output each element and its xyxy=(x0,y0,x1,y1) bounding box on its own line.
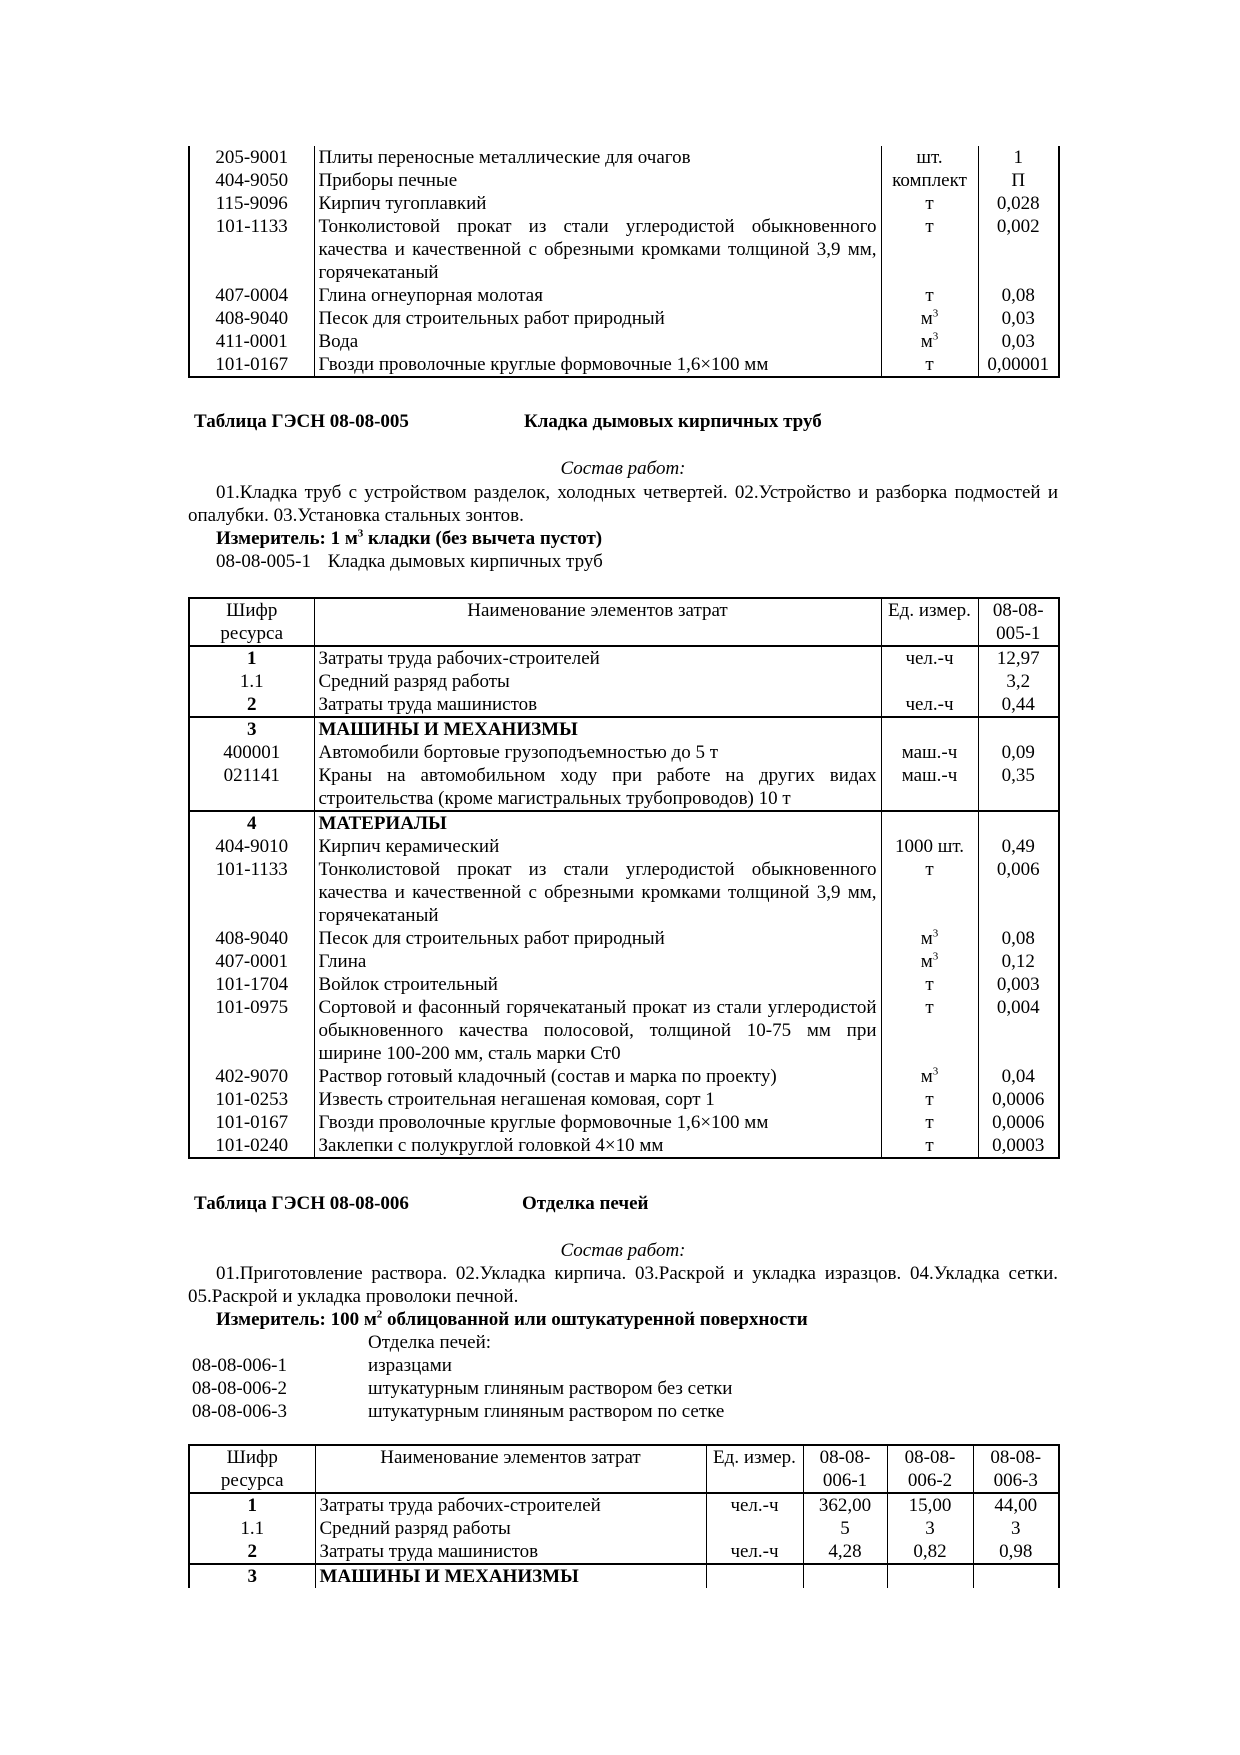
value-cell: 44,00 xyxy=(973,1493,1059,1517)
table-006-wrap xyxy=(188,1444,1058,1588)
table-row xyxy=(189,927,1059,950)
unit-cell xyxy=(881,670,978,693)
value-cell: 0,35 xyxy=(978,764,1059,811)
resource-name: МАШИНЫ И МЕХАНИЗМЫ xyxy=(314,717,881,741)
norm-006-3-name: штукатурным глиняным раствором по сетке xyxy=(368,1401,725,1422)
resource-code: 1.1 xyxy=(189,670,314,693)
resource-name: Затраты труда рабочих-строителей xyxy=(314,646,881,670)
resource-code: 408-9040 xyxy=(189,307,314,330)
unit-cell: $м^3$ xyxy=(881,330,978,353)
resource-code: 411-0001 xyxy=(189,330,314,353)
value-cell: 0,03 xyxy=(978,307,1059,330)
meter-005 xyxy=(216,527,602,550)
resource-name: МАТЕРИАЛЫ xyxy=(314,811,881,835)
table-005-wrap xyxy=(188,597,1058,1159)
header-col2: 08-08-006-2 xyxy=(887,1445,973,1493)
resource-code: 2 xyxy=(189,693,314,717)
value-cell: 0,004 xyxy=(978,996,1059,1065)
unit-cell: т xyxy=(881,215,978,284)
resource-name: Известь строительная негашеная комовая, сорт 1 xyxy=(314,1088,881,1111)
header-code: Шифр ресурса xyxy=(189,598,314,646)
resource-name: Вода xyxy=(314,330,881,353)
resource-code: 404-9010 xyxy=(189,835,314,858)
unit-cell: чел.-ч xyxy=(706,1493,803,1517)
norm-006-group: Отделка печей: xyxy=(368,1332,492,1353)
resource-code: 101-0167 xyxy=(189,353,314,377)
value-cell: 3,2 xyxy=(978,670,1059,693)
value-cell: 0,028 xyxy=(978,192,1059,215)
resource-code: 3 xyxy=(189,717,314,741)
resource-name: Глина огнеупорная молотая xyxy=(314,284,881,307)
resource-name: Затраты труда рабочих-строителей xyxy=(315,1493,706,1517)
resource-name: Тонколистовой прокат из стали углеродистой обыкновенного качества и качественной с обрезными кромками толщиной 3,9 мм, горячекатаный xyxy=(314,215,881,284)
resource-code: 3 xyxy=(189,1564,315,1588)
resource-name: Затраты труда машинистов xyxy=(315,1540,706,1564)
resource-code: 408-9040 xyxy=(189,927,314,950)
table-row xyxy=(189,330,1059,353)
value-cell: 0,98 xyxy=(973,1540,1059,1564)
value-cell: 0,003 xyxy=(978,973,1059,996)
resource-code: 101-1133 xyxy=(189,215,314,284)
resource-code: 101-1133 xyxy=(189,858,314,927)
table-006-header-row xyxy=(189,1445,1059,1493)
table-005-title: Кладка дымовых кирпичных труб xyxy=(524,411,822,432)
table-row xyxy=(189,307,1059,330)
table-row xyxy=(189,1493,1059,1517)
table-row xyxy=(189,1065,1059,1088)
value-cell xyxy=(978,717,1059,741)
resource-name: МАШИНЫ И МЕХАНИЗМЫ xyxy=(315,1564,706,1588)
header-unit: Ед. измер. xyxy=(706,1445,803,1493)
resource-name: Войлок строительный xyxy=(314,973,881,996)
work-composition-title-006: Состав работ: xyxy=(560,1240,686,1261)
header-name: Наименование элементов затрат xyxy=(314,598,881,646)
table-row xyxy=(189,1134,1059,1158)
value-cell: 0,03 xyxy=(978,330,1059,353)
resource-name: Краны на автомобильном ходу при работе на других видах строительства (кроме магистральных трубопроводов) 10 т xyxy=(314,764,881,811)
resource-code: 407-0001 xyxy=(189,950,314,973)
resource-code: 101-0975 xyxy=(189,996,314,1065)
table-row xyxy=(189,1111,1059,1134)
resource-name: Глина xyxy=(314,950,881,973)
table-row xyxy=(189,996,1059,1065)
resource-code: 2 xyxy=(189,1540,315,1564)
table-006 xyxy=(188,1444,1060,1588)
resource-name: Сортовой и фасонный горячекатаный прокат из стали углеродистой обыкновенного качества полосовой, толщиной 10-75 мм при ширине 100-200 мм, сталь марки Ст0 xyxy=(314,996,881,1065)
norm-006-1-name: изразцами xyxy=(368,1355,452,1376)
table-row xyxy=(189,353,1059,377)
value-cell: 0,006 xyxy=(978,858,1059,927)
resource-name: Средний разряд работы xyxy=(315,1517,706,1540)
header-name: Наименование элементов затрат xyxy=(315,1445,706,1493)
table-row xyxy=(189,670,1059,693)
value-cell: 4,28 xyxy=(803,1540,887,1564)
value-cell: 0,0003 xyxy=(978,1134,1059,1158)
norm-005-line xyxy=(216,550,603,573)
value-cell: 0,04 xyxy=(978,1065,1059,1088)
unit-cell: чел.-ч xyxy=(706,1540,803,1564)
unit-cell: т xyxy=(881,973,978,996)
resource-code: 021141 xyxy=(189,764,314,811)
table-005-heading xyxy=(194,410,822,433)
value-cell: 0,82 xyxy=(887,1540,973,1564)
table-row xyxy=(189,146,1059,169)
table-row xyxy=(189,1540,1059,1564)
resource-name: Раствор готовый кладочный (состав и марка по проекту) xyxy=(314,1065,881,1088)
value-cell xyxy=(978,811,1059,835)
resource-name: Кирпич тугоплавкий xyxy=(314,192,881,215)
resource-code: 1.1 xyxy=(189,1517,315,1540)
header-col1: 08-08-006-1 xyxy=(803,1445,887,1493)
work-composition-text-006: 01.Приготовление раствора. 02.Укладка кирпича. 03.Раскрой и укладка изразцов. 04.Укладка сетки. 05.Раскрой и укладка проволоки печной. xyxy=(188,1263,1058,1307)
resource-code: 101-0240 xyxy=(189,1134,314,1158)
unit-cell: шт. xyxy=(881,146,978,169)
table-row xyxy=(189,741,1059,764)
table-row xyxy=(189,284,1059,307)
resource-name: Тонколистовой прокат из стали углеродистой обыкновенного качества и качественной с обрезными кромками толщиной 3,9 мм, горячекатаный xyxy=(314,858,881,927)
value-cell: 15,00 xyxy=(887,1493,973,1517)
unit-cell: т xyxy=(881,1088,978,1111)
unit-cell xyxy=(706,1517,803,1540)
table-row xyxy=(189,858,1059,927)
top-resource-table xyxy=(188,146,1060,378)
resource-name: Приборы печные xyxy=(314,169,881,192)
value-cell: 0,0006 xyxy=(978,1111,1059,1134)
table-row xyxy=(189,192,1059,215)
table-006-heading xyxy=(194,1192,649,1215)
unit-cell xyxy=(706,1564,803,1588)
table-row xyxy=(189,1564,1059,1588)
norm-005-code: 08-08-005-1 xyxy=(216,551,311,572)
table-row xyxy=(189,764,1059,811)
unit-cell xyxy=(881,811,978,835)
resource-code: 400001 xyxy=(189,741,314,764)
value-cell: П xyxy=(978,169,1059,192)
meter-006-sup: 2 xyxy=(376,1308,383,1321)
value-cell xyxy=(973,1564,1059,1588)
norm-006-2-name: штукатурным глиняным раствором без сетки xyxy=(368,1378,733,1399)
resource-code: 407-0004 xyxy=(189,284,314,307)
unit-cell: $м^3$ xyxy=(881,307,978,330)
value-cell: 1 xyxy=(978,146,1059,169)
unit-cell: чел.-ч xyxy=(881,693,978,717)
meter-005-sup: 3 xyxy=(357,527,364,540)
header-col1: 08-08-005-1 xyxy=(978,598,1059,646)
value-cell: 0,12 xyxy=(978,950,1059,973)
unit-cell: 1000 шт. xyxy=(881,835,978,858)
header-code: Шифр ресурса xyxy=(189,1445,315,1493)
value-cell: 0,44 xyxy=(978,693,1059,717)
table-005-code: Таблица ГЭСН 08-08-005 xyxy=(194,411,409,432)
table-006-title: Отделка печей xyxy=(522,1193,649,1214)
meter-006 xyxy=(216,1308,808,1331)
unit-cell: $м^3$ xyxy=(881,927,978,950)
value-cell: 0,002 xyxy=(978,215,1059,284)
resource-code: 101-0167 xyxy=(189,1111,314,1134)
unit-cell: т xyxy=(881,1134,978,1158)
resource-code: 1 xyxy=(189,646,314,670)
unit-cell: комплект xyxy=(881,169,978,192)
table-row xyxy=(189,1517,1059,1540)
resource-code: 101-1704 xyxy=(189,973,314,996)
resource-code: 115-9096 xyxy=(189,192,314,215)
value-cell: 3 xyxy=(973,1517,1059,1540)
top-table-wrap xyxy=(188,146,1058,378)
table-row xyxy=(189,950,1059,973)
unit-cell: т xyxy=(881,353,978,377)
table-row xyxy=(189,717,1059,741)
table-row xyxy=(189,693,1059,717)
header-unit: Ед. измер. xyxy=(881,598,978,646)
meter-005-a: Измеритель: 1 м xyxy=(216,528,358,549)
unit-cell: т xyxy=(881,996,978,1065)
unit-cell xyxy=(881,717,978,741)
resource-name: Затраты труда машинистов xyxy=(314,693,881,717)
value-cell: 5 xyxy=(803,1517,887,1540)
resource-name: Гвозди проволочные круглые формовочные 1,6×100 мм xyxy=(314,1111,881,1134)
resource-name: Заклепки с полукруглой головкой 4×10 мм xyxy=(314,1134,881,1158)
value-cell xyxy=(887,1564,973,1588)
norm-005-name: Кладка дымовых кирпичных труб xyxy=(327,551,603,572)
resource-code: 1 xyxy=(189,1493,315,1517)
norm-006-3-code: 08-08-006-3 xyxy=(192,1401,287,1422)
meter-006-b: облицованной или оштукатуренной поверхности xyxy=(382,1309,808,1330)
unit-cell: $м^3$ xyxy=(881,1065,978,1088)
table-row xyxy=(189,811,1059,835)
unit-cell: чел.-ч xyxy=(881,646,978,670)
table-row xyxy=(189,646,1059,670)
resource-name: Песок для строительных работ природный xyxy=(314,927,881,950)
work-composition-title-005: Состав работ: xyxy=(560,458,686,479)
table-005 xyxy=(188,597,1060,1159)
unit-cell: т xyxy=(881,192,978,215)
value-cell: 0,08 xyxy=(978,927,1059,950)
value-cell: 0,00001 xyxy=(978,353,1059,377)
resource-code: 205-9001 xyxy=(189,146,314,169)
norm-006-1-code: 08-08-006-1 xyxy=(192,1355,287,1376)
value-cell: 0,08 xyxy=(978,284,1059,307)
resource-name: Автомобили бортовые грузоподъемностью до 5 т xyxy=(314,741,881,764)
unit-cell: т xyxy=(881,858,978,927)
unit-cell: маш.-ч xyxy=(881,741,978,764)
table-row xyxy=(189,835,1059,858)
resource-code: 101-0253 xyxy=(189,1088,314,1111)
resource-name: Песок для строительных работ природный xyxy=(314,307,881,330)
resource-code: 404-9050 xyxy=(189,169,314,192)
table-row xyxy=(189,973,1059,996)
meter-006-a: Измеритель: 100 м xyxy=(216,1309,377,1330)
unit-cell: т xyxy=(881,284,978,307)
value-cell: 0,0006 xyxy=(978,1088,1059,1111)
table-row xyxy=(189,1088,1059,1111)
table-row xyxy=(189,169,1059,192)
header-col3: 08-08-006-3 xyxy=(973,1445,1059,1493)
unit-cell: маш.-ч xyxy=(881,764,978,811)
unit-cell: т xyxy=(881,1111,978,1134)
value-cell: 0,09 xyxy=(978,741,1059,764)
resource-name: Гвозди проволочные круглые формовочные 1,6×100 мм xyxy=(314,353,881,377)
resource-name: Кирпич керамический xyxy=(314,835,881,858)
resource-name: Плиты переносные металлические для очагов xyxy=(314,146,881,169)
value-cell: 12,97 xyxy=(978,646,1059,670)
table-005-header-row xyxy=(189,598,1059,646)
table-006-code: Таблица ГЭСН 08-08-006 xyxy=(194,1193,409,1214)
value-cell xyxy=(803,1564,887,1588)
value-cell: 3 xyxy=(887,1517,973,1540)
table-row xyxy=(189,215,1059,284)
resource-code: 402-9070 xyxy=(189,1065,314,1088)
meter-005-b: кладки (без вычета пустот) xyxy=(363,528,603,549)
work-composition-text-005: 01.Кладка труб с устройством разделок, холодных четвертей. 02.Устройство и разборка подмостей и опалубки. 03.Установка стальных зонтов. xyxy=(188,482,1058,526)
value-cell: 0,49 xyxy=(978,835,1059,858)
value-cell: 362,00 xyxy=(803,1493,887,1517)
unit-cell: $м^3$ xyxy=(881,950,978,973)
resource-name: Средний разряд работы xyxy=(314,670,881,693)
norm-006-2-code: 08-08-006-2 xyxy=(192,1378,287,1399)
resource-code: 4 xyxy=(189,811,314,835)
